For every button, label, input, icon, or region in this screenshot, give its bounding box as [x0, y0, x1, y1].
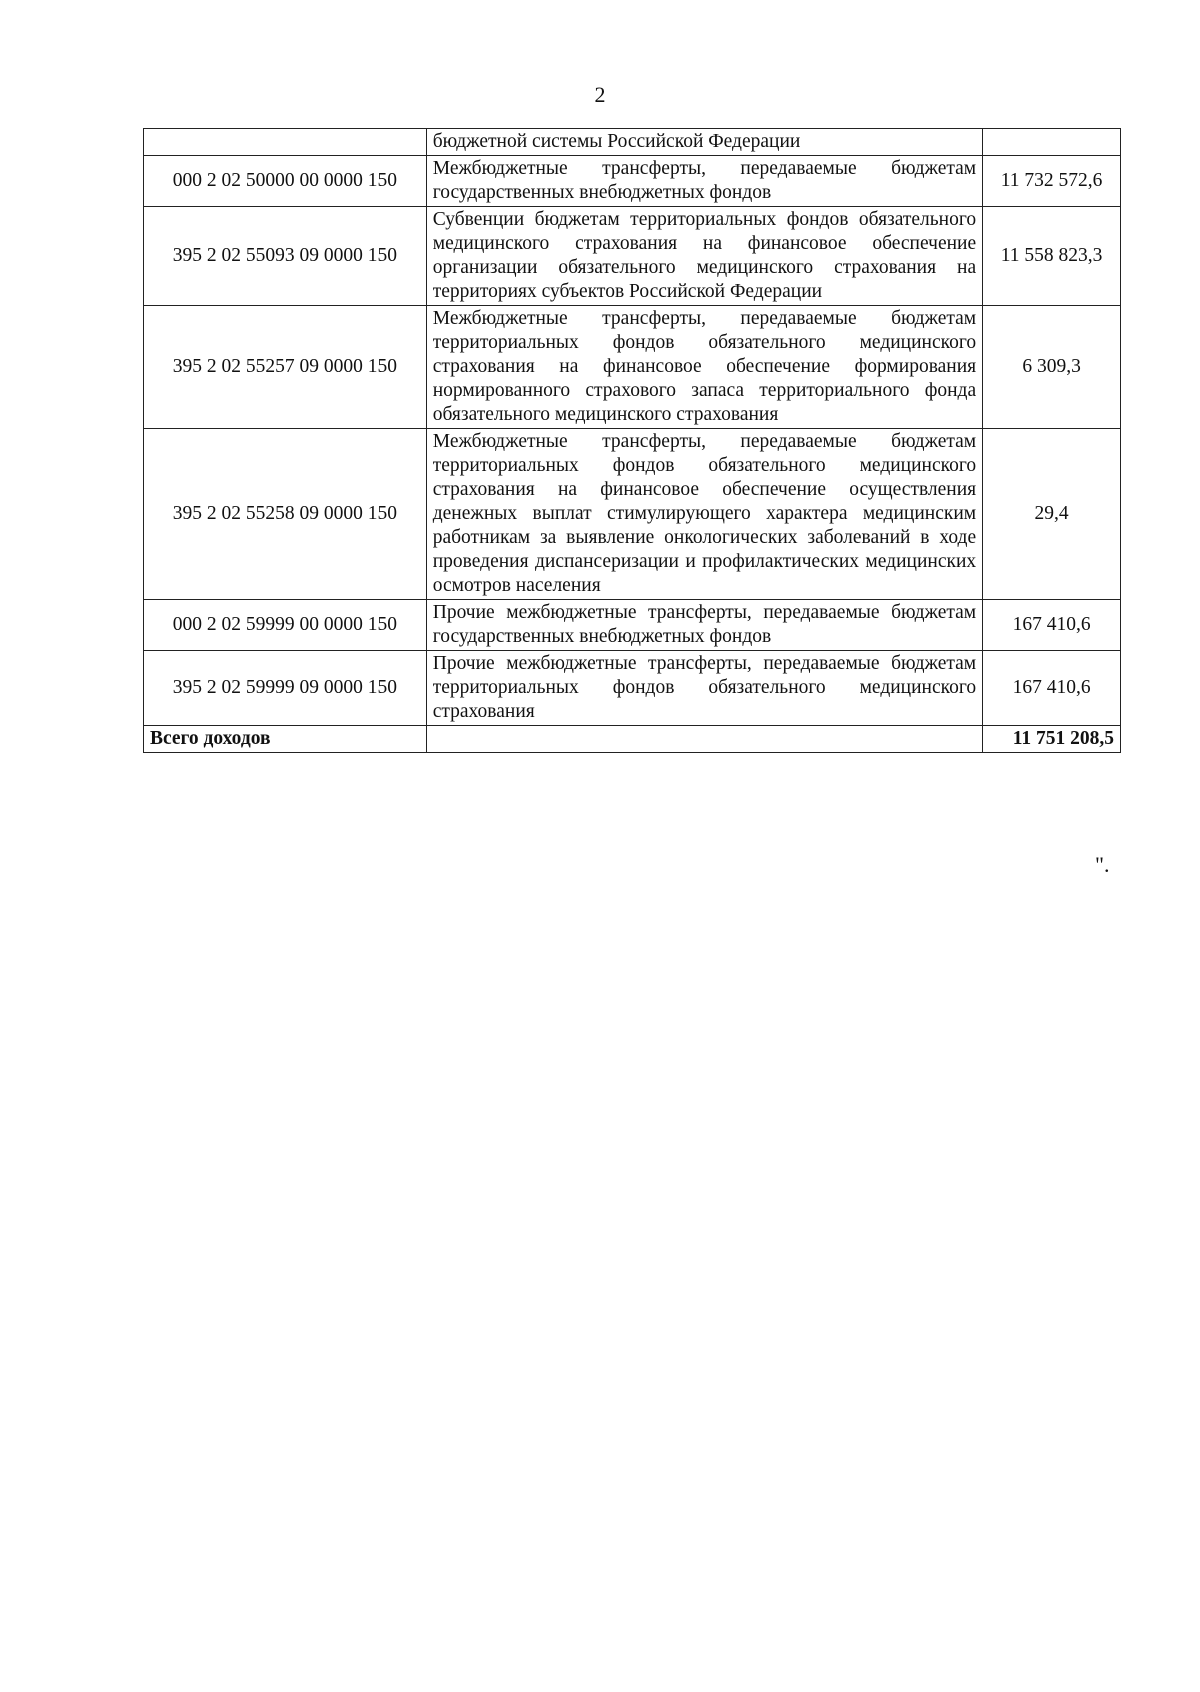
budget-code-cell: 000 2 02 59999 00 0000 150: [144, 600, 427, 651]
amount-cell: 167 410,6: [983, 651, 1121, 726]
table-row: [144, 156, 1121, 207]
table-row: [144, 600, 1121, 651]
table-row: [144, 306, 1121, 429]
description-cell: Межбюджетные трансферты, передаваемые бюджетам территориальных фондов обязательного медицинского страхования на финансовое обеспечение осуществления денежных выплат стимулирующего характера медицинским работникам за выявление онкологических заболеваний в ходе проведения диспансеризации и профилактических медицинских осмотров населения: [426, 429, 982, 600]
total-description-cell: [426, 726, 982, 753]
amount-cell: 11 558 823,3: [983, 207, 1121, 306]
description-cell: бюджетной системы Российской Федерации: [426, 129, 982, 156]
amount-cell: 6 309,3: [983, 306, 1121, 429]
description-cell: Межбюджетные трансферты, передаваемые бюджетам территориальных фондов обязательного медицинского страхования на финансовое обеспечение формирования нормированного страхового запаса территориального фонда обязательного медицинского страхования: [426, 306, 982, 429]
total-label: Всего доходов: [144, 726, 427, 753]
table-row: [144, 429, 1121, 600]
budget-code-cell: 395 2 02 55258 09 0000 150: [144, 429, 427, 600]
table-row: [144, 207, 1121, 306]
closing-quote-mark: ".: [1095, 852, 1110, 877]
description-cell: Прочие межбюджетные трансферты, передаваемые бюджетам территориальных фондов обязательного медицинского страхования: [426, 651, 982, 726]
description-cell: Субвенции бюджетам территориальных фондов обязательного медицинского страхования на финансовое обеспечение организации обязательного медицинского страхования на территориях субъектов Российской Федерации: [426, 207, 982, 306]
description-cell: Прочие межбюджетные трансферты, передаваемые бюджетам государственных внебюджетных фондов: [426, 600, 982, 651]
budget-code-cell: [144, 129, 427, 156]
amount-cell: [983, 129, 1121, 156]
amount-cell: 11 732 572,6: [983, 156, 1121, 207]
description-cell: Межбюджетные трансферты, передаваемые бюджетам государственных внебюджетных фондов: [426, 156, 982, 207]
table-row: [144, 129, 1121, 156]
budget-code-cell: 000 2 02 50000 00 0000 150: [144, 156, 427, 207]
budget-code-cell: 395 2 02 59999 09 0000 150: [144, 651, 427, 726]
amount-cell: 167 410,6: [983, 600, 1121, 651]
total-amount: 11 751 208,5: [983, 726, 1121, 753]
total-row: [144, 726, 1121, 753]
budget-code-cell: 395 2 02 55257 09 0000 150: [144, 306, 427, 429]
budget-code-cell: 395 2 02 55093 09 0000 150: [144, 207, 427, 306]
table-row: [144, 651, 1121, 726]
amount-cell: 29,4: [983, 429, 1121, 600]
revenue-table: [143, 128, 1121, 753]
page-number: 2: [594, 82, 606, 107]
